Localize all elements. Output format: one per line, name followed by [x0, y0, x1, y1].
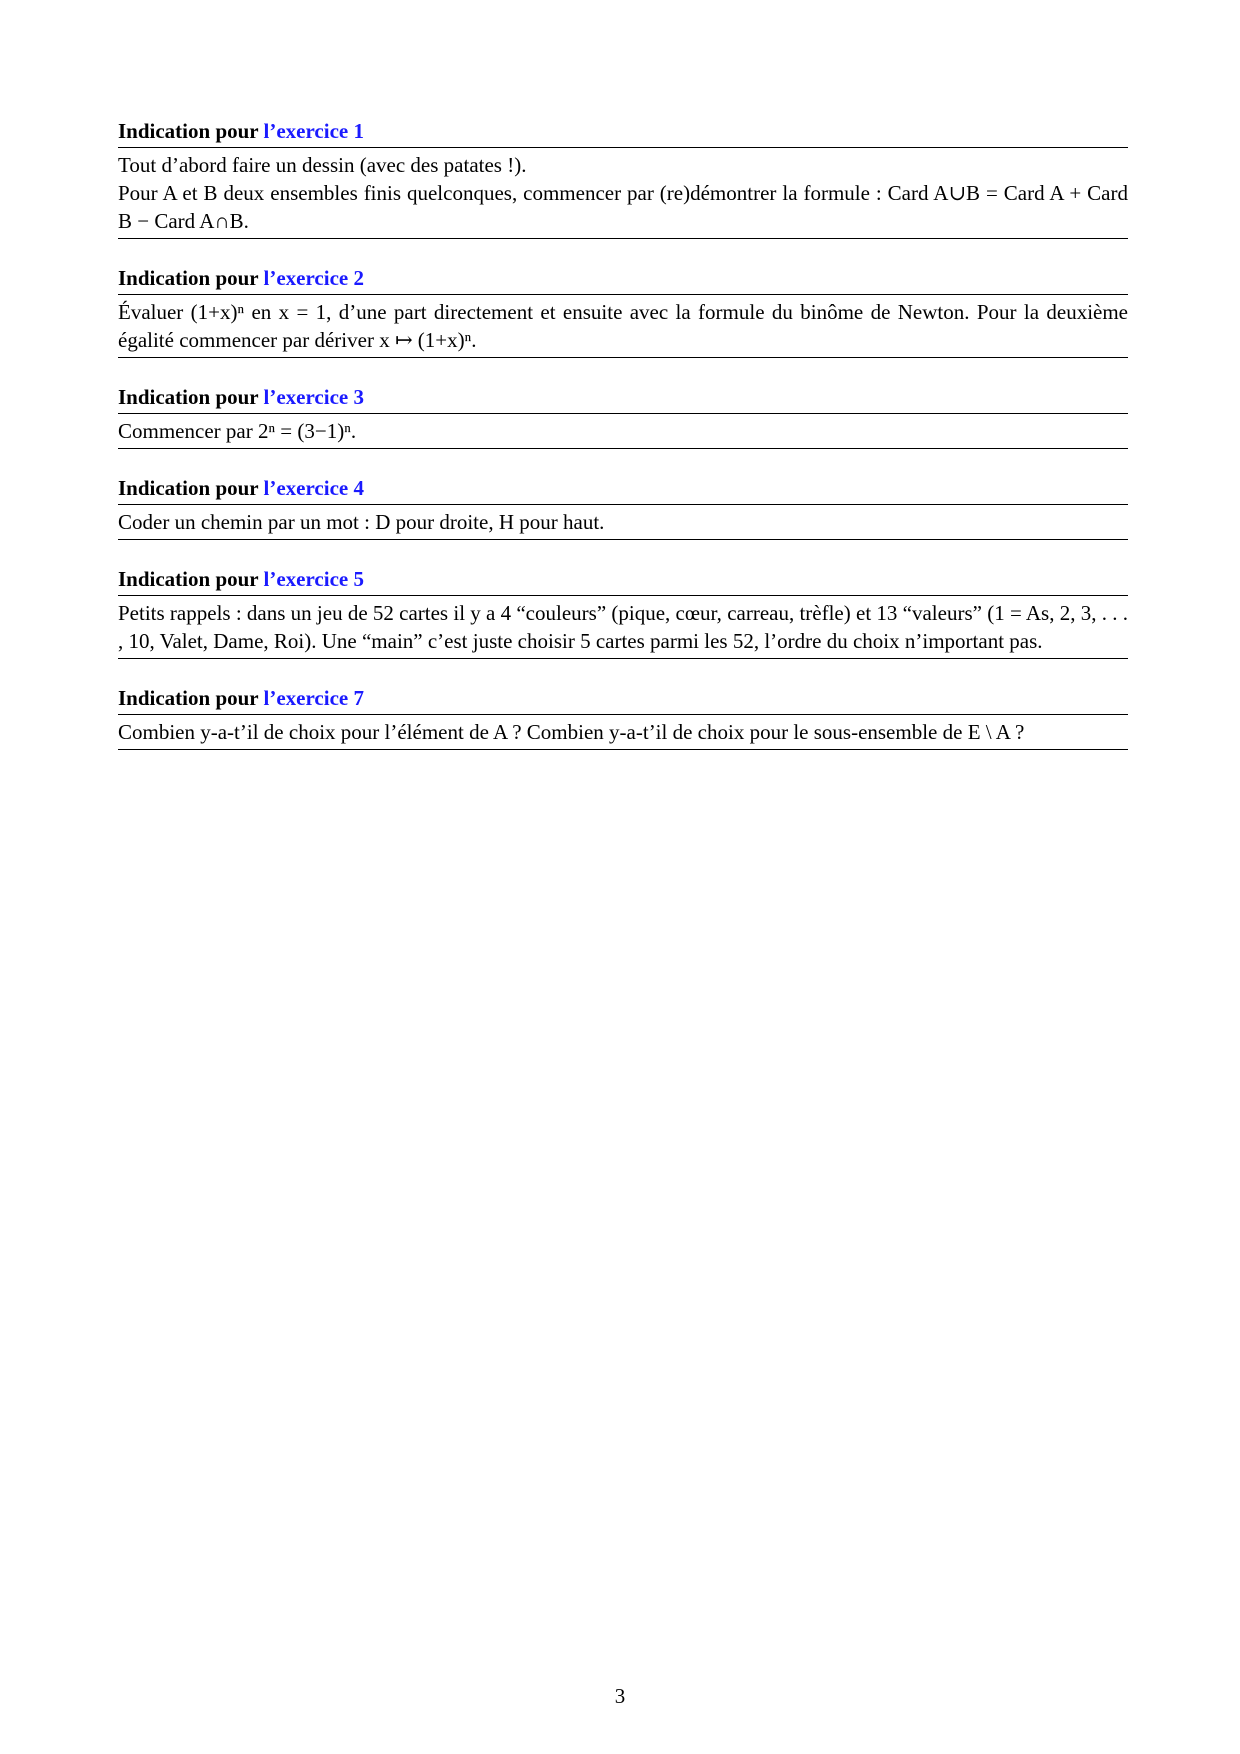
hint-exercise-2 [118, 265, 1128, 358]
exercise-link-2[interactable]: l’exercice 2 [263, 266, 364, 290]
exercise-link-7[interactable]: l’exercice 7 [263, 686, 364, 710]
hint-title-prefix: Indication pour [118, 266, 259, 290]
hint-line: Commencer par 2ⁿ = (3−1)ⁿ. [118, 419, 357, 443]
hint-title-prefix: Indication pour [118, 686, 259, 710]
hint-title-prefix: Indication pour [118, 385, 259, 409]
hint-line: Petits rappels : dans un jeu de 52 cartes il y a 4 “couleurs” (pique, cœur, carreau, trèfle) et 13 “valeurs” (1 = As, 2, 3, . . . , 10, Valet, Dame, Roi). Une “main” c’est juste choisir 5 cartes parmi les 52, l’ordre du choix n’important pas. [118, 601, 1128, 653]
hint-title-prefix: Indication pour [118, 567, 259, 591]
hint-title-prefix: Indication pour [118, 476, 259, 500]
hint-line: Pour A et B deux ensembles finis quelconques, commencer par (re)démontrer la formule : Card A∪B = Card A + Card B − Card A∩B. [118, 181, 1128, 233]
hint-body [118, 294, 1128, 358]
exercise-link-4[interactable]: l’exercice 4 [263, 476, 364, 500]
hint-body [118, 595, 1128, 659]
hint-exercise-3 [118, 384, 1128, 449]
hint-line: Tout d’abord faire un dessin (avec des patates !). [118, 153, 527, 177]
hint-title [118, 265, 1128, 294]
hint-line: Coder un chemin par un mot : D pour droite, H pour haut. [118, 510, 605, 534]
hint-exercise-1 [118, 118, 1128, 239]
hint-title [118, 384, 1128, 413]
hint-exercise-5 [118, 566, 1128, 659]
hint-body [118, 714, 1128, 750]
hint-exercise-7 [118, 685, 1128, 750]
hint-body [118, 504, 1128, 540]
exercise-link-1[interactable]: l’exercice 1 [263, 119, 364, 143]
hint-title [118, 475, 1128, 504]
hint-body [118, 413, 1128, 449]
hint-title-prefix: Indication pour [118, 119, 259, 143]
hint-body [118, 147, 1128, 239]
exercise-link-3[interactable]: l’exercice 3 [263, 385, 364, 409]
hint-title [118, 685, 1128, 714]
hints-list [118, 118, 1128, 776]
hint-line: Évaluer (1+x)ⁿ en x = 1, d’une part directement et ensuite avec la formule du binôme de Newton. Pour la deuxième égalité commencer par dériver x ↦ (1+x)ⁿ. [118, 300, 1128, 352]
exercise-link-5[interactable]: l’exercice 5 [263, 567, 364, 591]
hint-title [118, 118, 1128, 147]
hint-line: Combien y-a-t’il de choix pour l’élément de A ? Combien y-a-t’il de choix pour le sous-ensemble de E \ A ? [118, 720, 1025, 744]
hint-title [118, 566, 1128, 595]
hint-exercise-4 [118, 475, 1128, 540]
page-number: 3 [614, 1684, 626, 1708]
